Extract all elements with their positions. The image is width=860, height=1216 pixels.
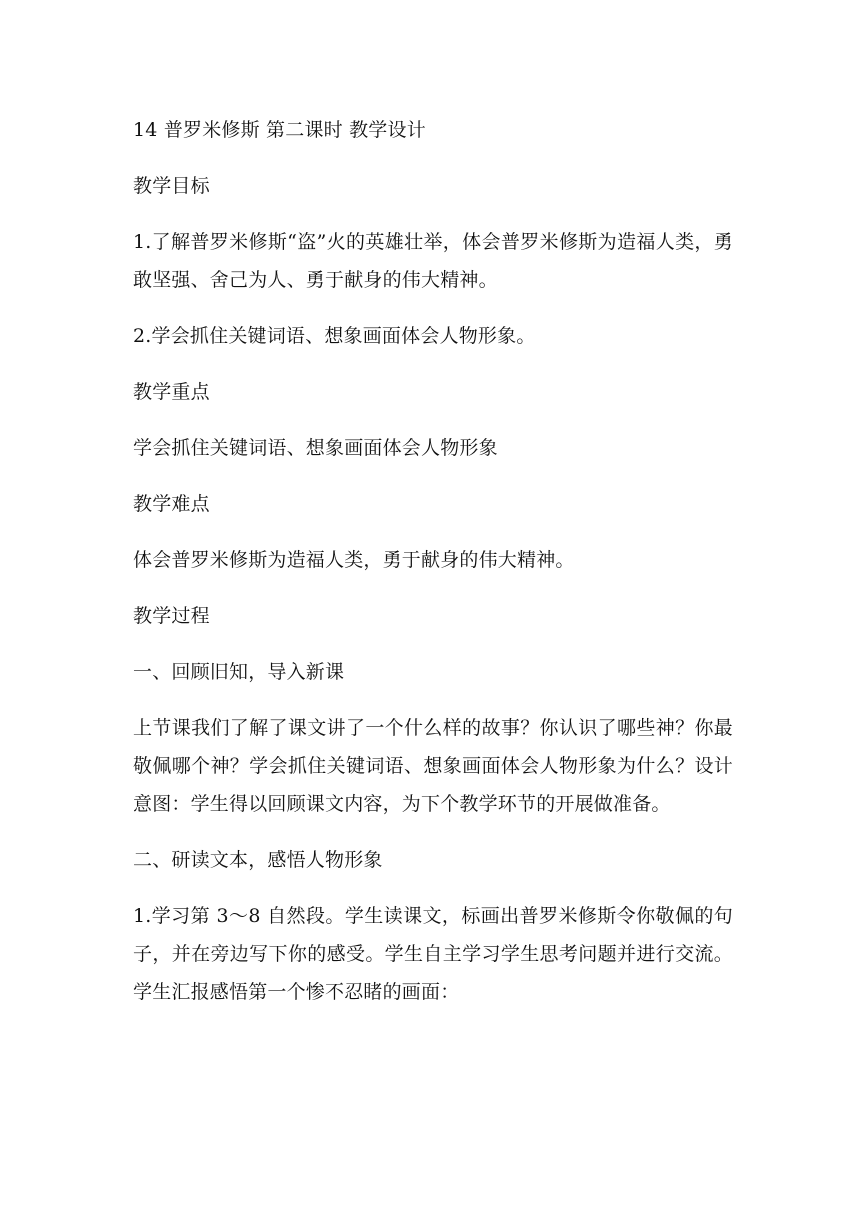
document-title: 14 普罗米修斯 第二课时 教学设计: [133, 119, 426, 141]
difficulties-text: 体会普罗米修斯为造福人类，勇于献身的伟大精神。: [133, 549, 575, 571]
heading-difficulties: 教学难点: [133, 493, 210, 515]
document-body: [133, 111, 733, 1011]
heading-teaching-objectives: 教学目标: [133, 175, 210, 197]
heading-teaching-process: 教学过程: [133, 605, 210, 627]
step-1-text: 上节课我们了解了课文讲了一个什么样的故事？你认识了哪些神？你最敬佩哪个神？学会抓住关键词语、想象画面体会人物形象为什么？设计意图：学生得以回顾课文内容，为下个教学环节的开展做准备。: [133, 717, 733, 815]
objective-item-1: 1.了解普罗米修斯“盗”火的英雄壮举，体会普罗米修斯为造福人类，勇敢坚强、舍己为人、勇于献身的伟大精神。: [133, 231, 733, 291]
step-2-heading: 二、研读文本，感悟人物形象: [133, 849, 383, 871]
step-1-heading: 一、回顾旧知，导入新课: [133, 661, 345, 683]
objective-item-2: 2.学会抓住关键词语、想象画面体会人物形象。: [133, 325, 536, 347]
step-2-text: 1.学习第 3～8 自然段。学生读课文，标画出普罗米修斯令你敬佩的句子，并在旁边写下你的感受。学生自主学习学生思考问题并进行交流。学生汇报感悟第一个惨不忍睹的画面：: [133, 905, 733, 1003]
heading-key-points: 教学重点: [133, 381, 210, 403]
key-points-text: 学会抓住关键词语、想象画面体会人物形象: [133, 437, 498, 459]
